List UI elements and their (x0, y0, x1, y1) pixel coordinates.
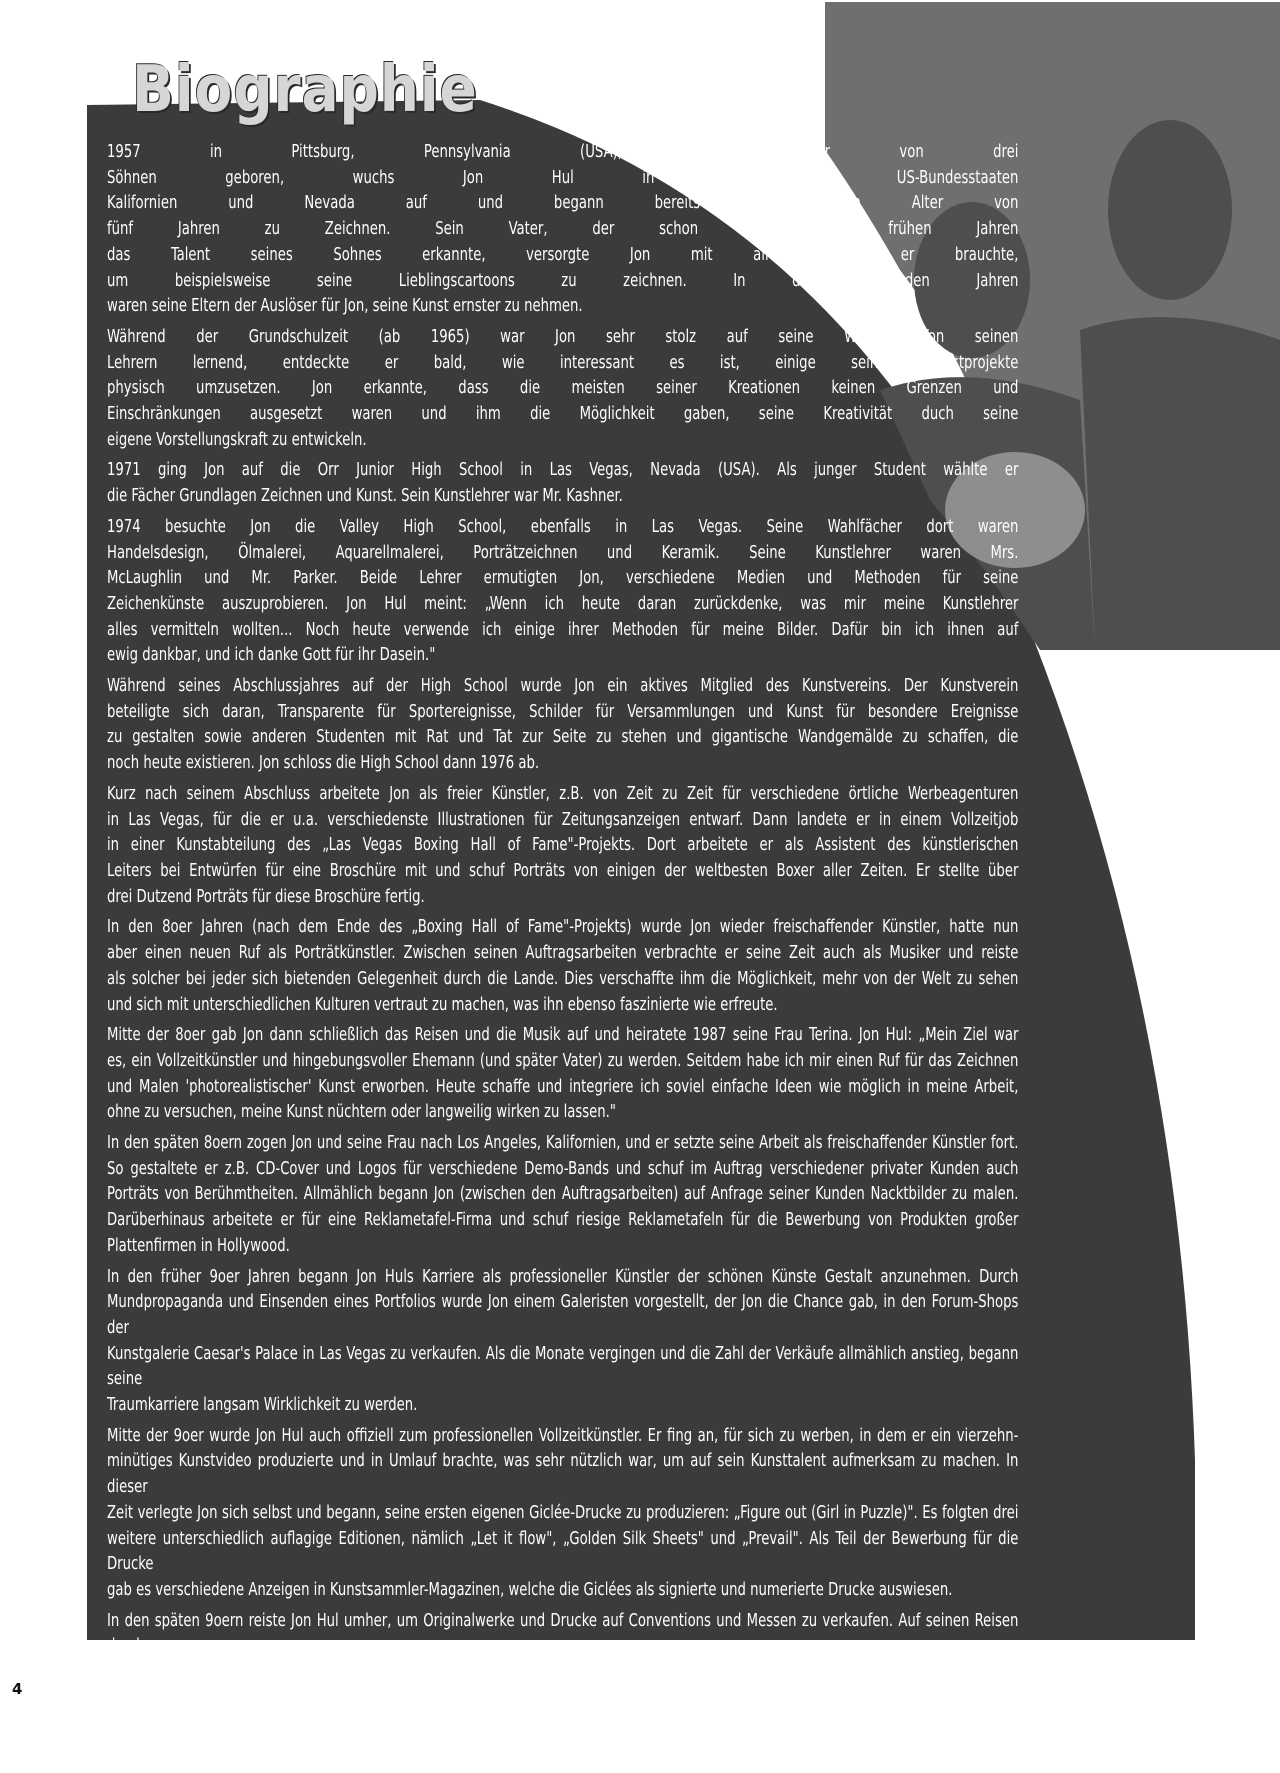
bio-line: als solcher bei jeder sich bietenden Gelegenheit durch die Lande. Dies verschaffte ihm die Möglichkeit, mehr von der Welt zu sehen (107, 968, 1019, 989)
bio-line: die USA kam er u.a. durch Reno (Nevada), Chicago (Illinois), Portland (Oregon), Los Angeles (Kalifornien) und zurück nach Las Vegas. (107, 1662, 988, 1683)
bio-line: das Talent seines Sohnes erkannte, versorgte Jon mit allem, was er brauchte, (107, 244, 1019, 265)
bio-line: gab es verschiedene Anzeigen in Kunstsammler-Magazinen, welche die Giclées als signierte und numerierte Drucke auswiesen. (107, 1579, 953, 1600)
bio-line: die Fächer Grundlagen Zeichnen und Kunst. Sein Kunstlehrer war Mr. Kashner. (107, 486, 623, 507)
bio-line: Lehrern lernend, entdeckte er bald, wie interessant es ist, einige seiner Kunstprojekte (107, 352, 1019, 373)
bio-line: um beispielsweise seine Lieblingscartoons zu zeichnen. In den folgenden Jahren (107, 270, 1019, 291)
page-number: 4 (12, 1680, 23, 1698)
bio-line: in einer Kunstabteilung des „Las Vegas Boxing Hall of Fame"-Projekts. Dort arbeitete er als Assistent des künstlerischen (107, 835, 1019, 856)
bio-paragraph (107, 1265, 1018, 1419)
bio-paragraph (107, 325, 1018, 454)
bio-line: Plattenfirmen in Hollywood. (107, 1235, 290, 1256)
bio-line: Während seines Abschlussjahres auf der High School wurde Jon ein aktives Mitglied des Kunstvereins. Der Kunstverein (107, 676, 1019, 697)
bio-paragraph (107, 915, 1018, 1018)
bio-line: 1974 besuchte Jon die Valley High School, ebenfalls in Las Vegas. Seine Wahlfächer dort waren (107, 516, 1019, 537)
bio-line: ohne zu versuchen, meine Kunst nüchtern oder langweilig wirken zu lassen." (107, 1102, 616, 1123)
bio-line: waren seine Eltern der Auslöser für Jon, seine Kunst ernster zu nehmen. (107, 296, 583, 317)
bio-line: Handelsdesign, Ölmalerei, Aquarellmalerei, Porträtzeichnen und Keramik. Seine Kunstlehrer waren Mrs. (107, 542, 1019, 563)
bio-line: Darüberhinaus arbeitete er für eine Reklametafel-Firma und schuf riesige Reklametafeln für die Bewerbung von Produkten großer (107, 1210, 1019, 1231)
bio-line: Leiters bei Entwürfen für eine Broschüre mit und schuf Porträts von einigen der weltbesten Boxer aller Zeiten. Er stellte über (107, 860, 1019, 881)
bio-line: Porträts von Berühmtheiten. Allmählich begann Jon (zwischen den Auftragsarbeiten) auf Anfrage seiner Kunden Nacktbilder zu malen. (107, 1184, 1019, 1205)
man-head (1108, 120, 1232, 300)
bio-line: Mitte der 9oer wurde Jon Hul auch offiziell zum professionellen Vollzeitkünstler. Er fing an, für sich zu werben, in dem er ein vierzehn- (107, 1425, 1019, 1446)
bio-line: alles vermitteln wollten... Noch heute verwende ich einige ihrer Methoden für meine Bilder. Dafür bin ich ihnen auf (107, 619, 1019, 640)
bio-paragraph (107, 1424, 1018, 1604)
bio-line: Einschränkungen ausgesetzt waren und ihm die Möglichkeit gaben, seine Kreativität duch seine (107, 404, 1019, 425)
bio-paragraph (107, 674, 1018, 777)
bio-line: zu gestalten sowie anderen Studenten mit Rat und Tat zur Seite zu stehen und gigantische Wandgemälde zu schaffen, die (107, 727, 1019, 748)
bio-line: in Los Angeles. Außerdem verlegt nun diese Galerie seine Werke als limitierte Drucke über Robert Bane Editions Ltd. (107, 1744, 880, 1765)
bio-line: In den 8oer Jahren (nach dem Ende des „Boxing Hall of Fame"-Projekts) wurde Jon wieder freischaffender Künstler, hatte nun (107, 917, 1019, 938)
bio-line: fünf Jahren zu Zeichnen. Sein Vater, der schon in diesen frühen Jahren (107, 219, 1019, 240)
bio-line: und sich mit unterschiedlichen Kulturen vertraut zu machen, was ihn ebenso faszinierte wie erfreute. (107, 994, 778, 1015)
bio-line: ewig dankbar, und ich danke Gott für ihr Dasein." (107, 645, 436, 666)
bio-line: Während der Grundschulzeit (ab 1965) war Jon sehr stolz auf seine Werke. Von seinen (107, 326, 1019, 347)
bio-line: So gestaltete er z.B. CD-Cover und Logos für verschiedene Demo-Bands und schuf im Auftrag verschiedener privater Kunden auch (107, 1158, 1019, 1179)
man-suit (1080, 317, 1280, 650)
bio-line: aber einen neuen Ruf als Porträtkünstler. Zwischen seinen Auftragsarbeiten verbrachte er seine Zeit auch als Musiker und reiste (107, 943, 1019, 964)
bio-line: drei Dutzend Porträts für diese Broschüre fertig. (107, 886, 425, 907)
bio-line: eigene Vorstellungskraft zu entwickeln. (107, 429, 367, 450)
bio-line: weitere unterschiedlich auflagige Editionen, nämlich „Let it flow", „Golden Silk Sheets" und „Prevail". Als Teil der Bewerbung für die Drucke (107, 1528, 1019, 1575)
bio-line: minütiges Kunstvideo produzierte und in Umlauf brachte, was sehr nützlich war, um auf sein Kunsttalent aufmerksam zu machen. In dieser (107, 1451, 1019, 1498)
bio-line: In den späten 9oern reiste Jon Hul umher, um Originalwerke und Drucke auf Conventions und Messen zu verkaufen. Auf seinen Reisen durch (107, 1610, 1019, 1657)
bio-paragraph (107, 515, 1018, 669)
bio-line: 1971 ging Jon auf die Orr Junior High School in Las Vegas, Nevada (USA). Als junger Student wählte er (107, 460, 1019, 481)
bio-line: Söhnen geboren, wuchs Jon Hul in in den US-Bundesstaaten (107, 167, 1019, 188)
bio-paragraph (107, 1131, 1018, 1260)
bio-line: noch heute existieren. Jon schloss die High School dann 1976 ab. (107, 753, 540, 774)
bio-line: in Las Vegas, für die er u.a. verschiedenste Illustrationen für Zeitungsanzeigen entwarf. Dann landete er in einem Vollzeitjob (107, 809, 1019, 830)
bio-line: beteiligte sich daran, Transparente für Sportereignisse, Schilder für Versammlungen und Kunst für besondere Ereignisse (107, 701, 1019, 722)
page-title: Biographie (132, 53, 478, 127)
bio-paragraph (107, 782, 1018, 911)
bio-line: Mitte der 8oer gab Jon dann schließlich das Reisen und die Musik auf und heiratete 1987 seine Frau Terina. Jon Hul: „Mein Ziel war (107, 1025, 1019, 1046)
bio-line: In den früher 9oer Jahren begann Jon Huls Karriere als professioneller Künstler der schönen Künste Gestalt anzunehmen. Durch (107, 1266, 1019, 1287)
bio-paragraph (107, 1691, 1018, 1768)
bio-line: Von Februar 2ooo an bis heute verkauft der von Robert Bane entdeckte Künstler Jon Hul seine erotische Kunst über die Tamara Bane Gallery (107, 1692, 1019, 1739)
bio-line: Kurz nach seinem Abschluss arbeitete Jon als freier Künstler, z.B. von Zeit zu Zeit für verschiedene örtliche Werbeagenturen (107, 783, 1019, 804)
bio-line: Traumkarriere langsam Wirklichkeit zu werden. (107, 1395, 418, 1416)
biography-text (107, 140, 1018, 1773)
bio-line: Kunstgalerie Caesar's Palace in Las Vegas zu verkaufen. Als die Monate vergingen und die Zahl der Verkäufe allmählich anstieg, begann seine (107, 1343, 1019, 1390)
bio-line: McLaughlin und Mr. Parker. Beide Lehrer ermutigten Jon, verschiedene Medien und Methoden für seine (107, 568, 1019, 589)
bio-paragraph (107, 140, 1018, 320)
bio-paragraph (107, 1609, 1018, 1686)
bio-line: es, ein Vollzeitkünstler und hingebungsvoller Ehemann (und später Vater) zu werden. Seitdem habe ich mir einen Ruf für das Zeichnen (107, 1050, 1019, 1071)
bio-line: Zeit verlegte Jon sich selbst und begann, seine ersten eigenen Giclée-Drucke zu produzieren: „Figure out (Girl in Puzzle)". Es folgten drei (107, 1502, 1019, 1523)
bio-line: In den späten 8oern zogen Jon und seine Frau nach Los Angeles, Kalifornien, und er setzte seine Arbeit als freischaffender Künstler fort. (107, 1133, 1019, 1154)
bio-paragraph (107, 1023, 1018, 1126)
bio-line: 1957 in Pittsburg, Pennsylvania (USA), als ältester von drei (107, 142, 1019, 162)
bio-line: und Malen 'photorealistischer' Kunst erworben. Heute schaffe und integriere ich soviel einfache Ideen wie möglich in meine Arbeit, (107, 1076, 1019, 1097)
bio-line: Kalifornien und Nevada auf und begann bereits im zarten Alter von (107, 193, 1019, 214)
bio-paragraph (107, 458, 1018, 509)
bio-line: Mundpropaganda und Einsenden eines Portfolios wurde Jon einem Galeristen vorgestellt, der Jon die Chance gab, in den Forum-Shops der (107, 1292, 1019, 1338)
bio-line: physisch umzusetzen. Jon erkannte, dass die meisten seiner Kreationen keinen Grenzen und (107, 378, 1019, 399)
bio-line: Zeichenkünste auszuprobieren. Jon Hul meint: „Wenn ich heute daran zurückdenke, was mir meine Kunstlehrer (107, 593, 1019, 614)
